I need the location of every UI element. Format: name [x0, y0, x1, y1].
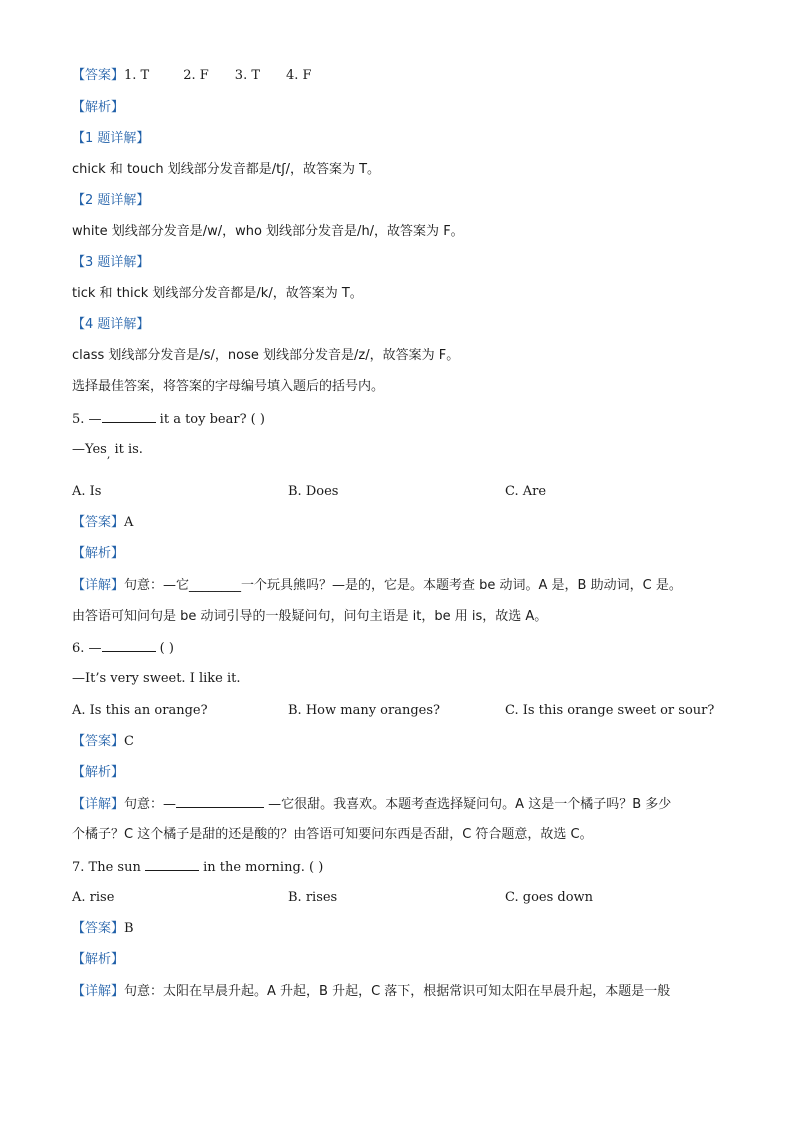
- q5-reply-b: it is.: [110, 442, 143, 457]
- q5-detail-label: 【详解】: [72, 578, 125, 593]
- q6-reply: —It’s very sweet. I like it.: [72, 671, 241, 686]
- answer-4: 4. F: [286, 68, 312, 83]
- q6-detail-line-1: [72, 795, 671, 814]
- sub-detail-label-1: 【1 题详解】: [72, 131, 150, 146]
- analysis-label-q7: 解析: [85, 952, 112, 967]
- q5-option-c: C. Are: [505, 484, 547, 499]
- q6-prefix: 6. —: [72, 641, 102, 656]
- section-instruction: 选择最佳答案，将答案的字母编号填入题后的括号内。: [72, 379, 385, 394]
- q7-detail-1: 句意：太阳在早晨升起。A 升起，B 升起，C 落下，根据常识可知太阳在早晨升起，本题是一般: [124, 984, 671, 999]
- answer-2: 2. F: [183, 68, 209, 83]
- q5-blank: [102, 410, 156, 423]
- q6-suffix: ( ): [155, 641, 174, 656]
- q6-answer: [72, 733, 134, 751]
- sub-detail-text-1: chick 和 touch 划线部分发音都是/tʃ/，故答案为 T。: [72, 162, 381, 177]
- q7-answer: [72, 920, 134, 938]
- q7-option-c: C. goes down: [505, 890, 594, 905]
- q6-detail-1b: —它很甜。我喜欢。本题考查选择疑问句。A 这是一个橘子吗？B 多少: [264, 797, 672, 812]
- q7-detail-line-1: [72, 983, 670, 1001]
- q6-answer-value: C: [124, 734, 134, 749]
- q7-detail-label: 【详解】: [72, 984, 125, 999]
- q6-blank: [102, 639, 156, 652]
- q7-blank: [145, 858, 199, 871]
- q5-option-a: A. Is: [72, 484, 102, 499]
- q5-reply-comma: ,: [106, 448, 111, 461]
- sub-detail-label-2: 【2 题详解】: [72, 193, 150, 208]
- answer-label: 【答案】: [72, 68, 125, 83]
- q7-prefix: 7. The sun: [72, 860, 145, 875]
- q5-suffix: it a toy bear? ( ): [155, 412, 265, 427]
- q6-detail-1a: 句意：—: [124, 797, 177, 812]
- analysis-heading-1: 【解析】: [72, 100, 125, 115]
- q6-detail-label: 【详解】: [72, 797, 125, 812]
- q7-option-a: A. rise: [72, 890, 115, 905]
- q7-option-b: B. rises: [288, 890, 338, 905]
- answer-1: 1. T: [124, 68, 150, 83]
- question-5: [72, 410, 265, 429]
- q5-detail-line-2: 由答语可知问句是 be 动词引导的一般疑问句，问句主语是 it，be 用 is，故选 A。: [72, 609, 548, 624]
- q6-option-a: A. Is this an orange?: [72, 703, 208, 718]
- q5-prefix: 5. —: [72, 412, 102, 427]
- q6-option-b: B. How many oranges?: [288, 703, 440, 718]
- q6-detail-blank: [176, 795, 264, 808]
- analysis-label: 解析: [85, 100, 112, 115]
- analysis-label-q6: 解析: [85, 765, 112, 780]
- sub-detail-label-4: 【4 题详解】: [72, 317, 150, 332]
- question-6: [72, 639, 174, 658]
- sub-detail-label-3: 【3 题详解】: [72, 255, 150, 270]
- q5-answer-value: A: [124, 515, 134, 530]
- q5-answer-label: 【答案】: [72, 515, 125, 530]
- sub-detail-text-2: white 划线部分发音是/w/，who 划线部分发音是/h/，故答案为 F。: [72, 224, 464, 239]
- q7-answer-value: B: [124, 921, 134, 936]
- q6-answer-label: 【答案】: [72, 734, 125, 749]
- sub-detail-text-3: tick 和 thick 划线部分发音都是/k/，故答案为 T。: [72, 286, 363, 301]
- q6-detail-line-2: 个橘子？C 这个橘子是甜的还是酸的？由答语可知要问东西是否甜，C 符合题意，故选 C。: [72, 827, 593, 842]
- q5-detail-line-1: [72, 577, 682, 595]
- q5-reply-a: —Yes: [72, 442, 107, 457]
- answer-3: 3. T: [234, 68, 261, 83]
- q5-reply: [72, 441, 143, 459]
- analysis-label-q5: 解析: [85, 546, 112, 561]
- answer-line-1-4: [72, 67, 312, 85]
- q7-answer-label: 【答案】: [72, 921, 125, 936]
- q5-option-b: B. Does: [288, 484, 339, 499]
- analysis-heading-q7: 【解析】: [72, 952, 125, 967]
- analysis-heading-q5: 【解析】: [72, 546, 125, 561]
- q7-suffix: in the morning. ( ): [198, 860, 324, 875]
- analysis-heading-q6: 【解析】: [72, 765, 125, 780]
- sub-detail-text-4: class 划线部分发音是/s/，nose 划线部分发音是/z/，故答案为 F。: [72, 348, 460, 363]
- q6-option-c: C. Is this orange sweet or sour?: [505, 703, 715, 718]
- question-7: [72, 858, 323, 877]
- q5-detail-1: 句意：—它________一个玩具熊吗？—是的，它是。本题考查 be 动词。A 是，B 助动词，C 是。: [124, 578, 682, 593]
- q5-answer: [72, 514, 133, 532]
